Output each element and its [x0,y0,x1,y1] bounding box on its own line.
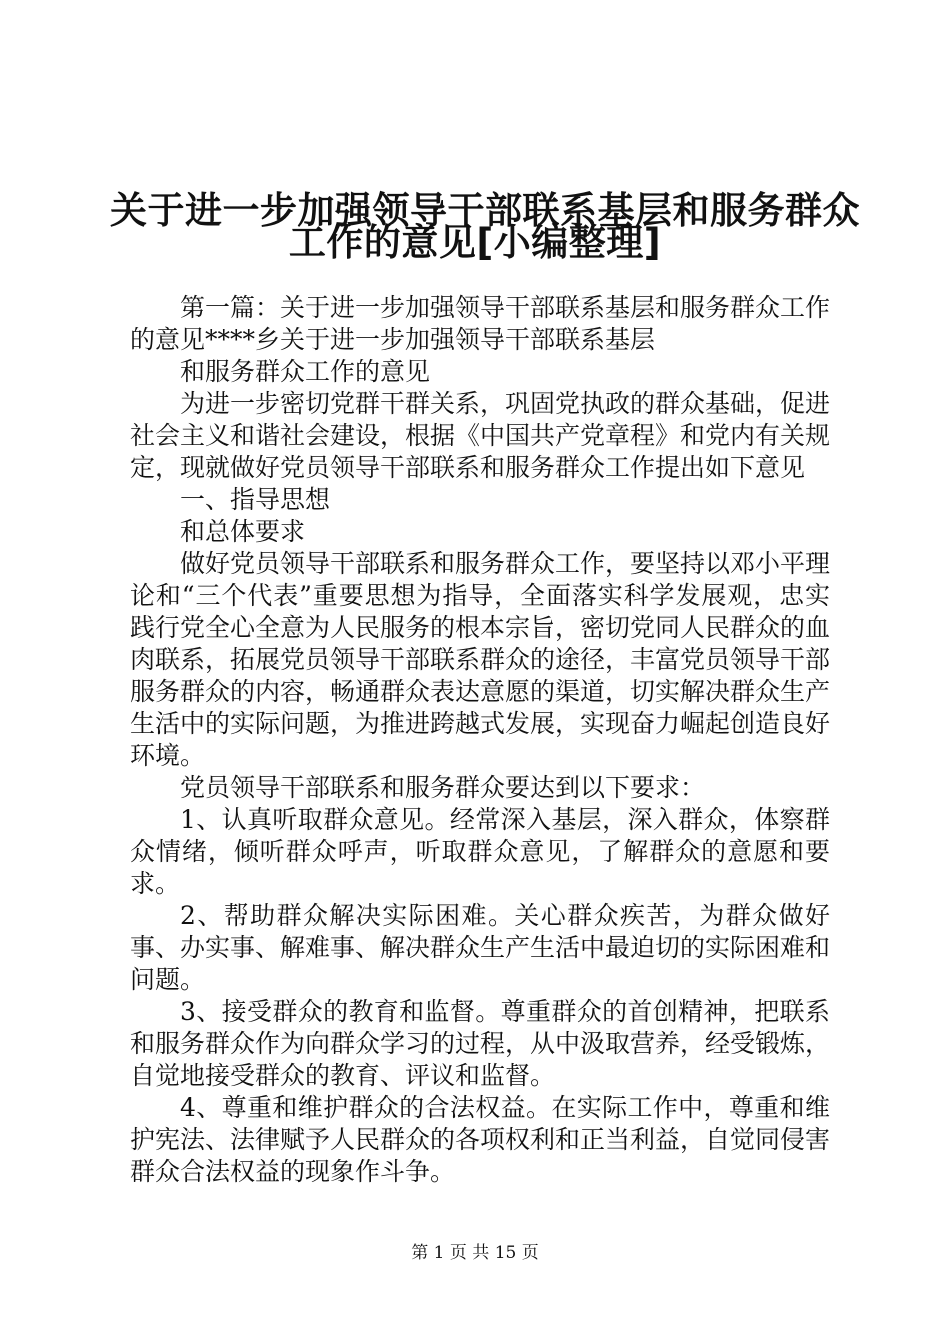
document-body [130,292,830,1188]
list-item-2: 2、帮助群众解决实际困难。关心群众疾苦，为群众做好事、办实事、解难事、解决群众生产生活中最迫切的实际困难和问题。 [130,901,831,994]
page-number-footer: 第 1 页 共 15 页 [411,1243,539,1263]
document-title-line-1: 关于进一步加强领导干部联系基层和服务群众 [110,189,860,232]
paragraph-subtitle: 和服务群众工作的意见 [180,357,431,386]
list-item-3: 3、接受群众的教育和监督。尊重群众的首创精神，把联系和服务群众作为向群众学习的过程，从中汲取营养，经受锻炼，自觉地接受群众的教育、评议和监督。 [130,997,831,1090]
list-item-4: 4、尊重和维护群众的合法权益。在实际工作中，尊重和维护宪法、法律赋予人民群众的各项权利和正当利益，自觉同侵害群众合法权益的现象作斗争。 [130,1093,831,1186]
section-heading: 一、指导思想 [180,485,331,514]
paragraph-requirements-intro: 党员领导干部联系和服务群众要达到以下要求： [180,773,706,802]
paragraph-guiding-thought: 做好党员领导干部联系和服务群众工作，要坚持以邓小平理论和“三个代表”重要思想为指导，全面落实科学发展观，忠实践行党全心全意为人民服务的根本宗旨，密切党同人民群众的血肉联系，拓展党员领导干部联系群众的途径，丰富党员领导干部服务群众的内容，畅通群众表达意愿的渠道，切实解决群众生产生活中的实际问题，为推进跨越式发展，实现奋力崛起创造良好环境。 [130,549,831,770]
document-title-line-2: 工作的意见[小编整理] [288,221,662,264]
list-item-1: 1、认真听取群众意见。经常深入基层，深入群众，体察群众情绪，倾听群众呼声，听取群众意见，了解群众的意愿和要求。 [130,805,830,898]
paragraph-preamble: 为进一步密切党群干群关系，巩固党执政的群众基础，促进社会主义和谐社会建设，根据《中国共产党章程》和党内有关规定，现就做好党员领导干部联系和服务群众工作提出如下意见 [130,389,831,482]
paragraph-intro: 第一篇：关于进一步加强领导干部联系基层和服务群众工作的意见****乡关于进一步加强领导干部联系基层 [130,293,831,354]
section-heading-continued: 和总体要求 [180,517,306,546]
